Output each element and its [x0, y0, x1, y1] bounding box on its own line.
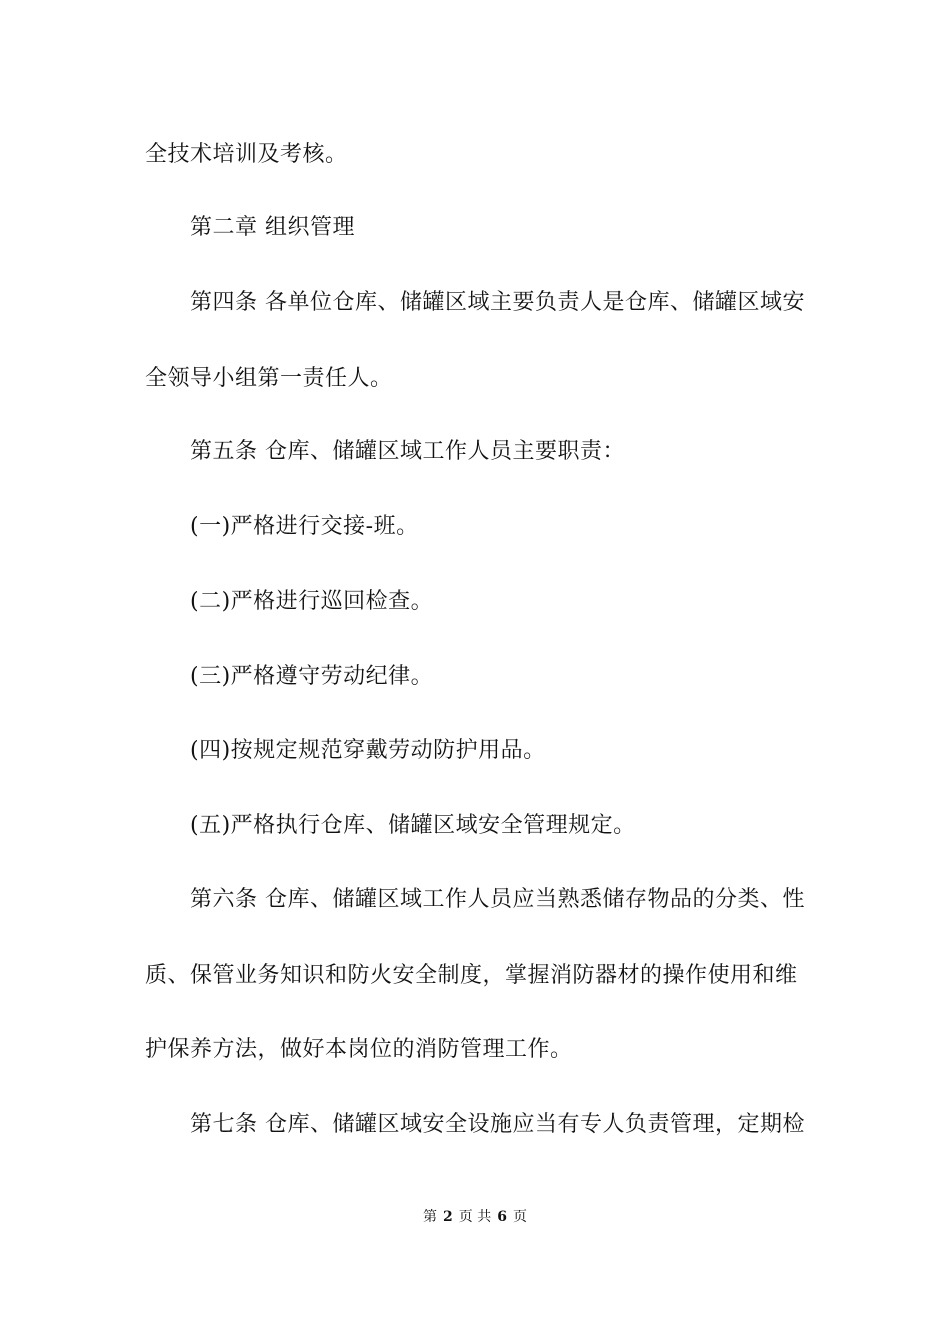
list-item: (四)按规定规范穿戴劳动防护用品。	[190, 738, 546, 763]
text-line: 全技术培训及考核。	[145, 142, 348, 167]
list-item: (二)严格进行巡回检查。	[190, 589, 434, 614]
footer-page-number: 2	[443, 1209, 453, 1225]
text-line: 质、保管业务知识和防火安全制度，掌握消防器材的操作使用和维	[145, 963, 798, 988]
text-line: 第六条 仓库、储罐区域工作人员应当熟悉储存物品的分类、性	[190, 887, 805, 912]
text-line: 第五条 仓库、储罐区域工作人员主要职责：	[190, 439, 625, 464]
text-line: 第四条 各单位仓库、储罐区域主要负责人是仓库、储罐区域安	[190, 290, 805, 315]
list-item: (一)严格进行交接-班。	[190, 514, 419, 539]
list-item: (五)严格执行仓库、储罐区域安全管理规定。	[190, 813, 636, 838]
footer-mid: 页 共	[458, 1209, 492, 1225]
list-item: (三)严格遵守劳动纪律。	[190, 664, 434, 689]
text-line: 护保养方法，做好本岗位的消防管理工作。	[145, 1037, 573, 1062]
text-line: 第七条 仓库、储罐区域安全设施应当有专人负责管理，定期检	[190, 1112, 805, 1137]
chapter-heading: 第二章 组织管理	[190, 215, 355, 240]
footer-prefix: 第	[423, 1209, 438, 1225]
footer-suffix: 页	[512, 1209, 527, 1225]
text-line: 全领导小组第一责任人。	[145, 366, 393, 391]
page-footer	[0, 1207, 950, 1227]
footer-total-pages: 6	[497, 1209, 507, 1225]
